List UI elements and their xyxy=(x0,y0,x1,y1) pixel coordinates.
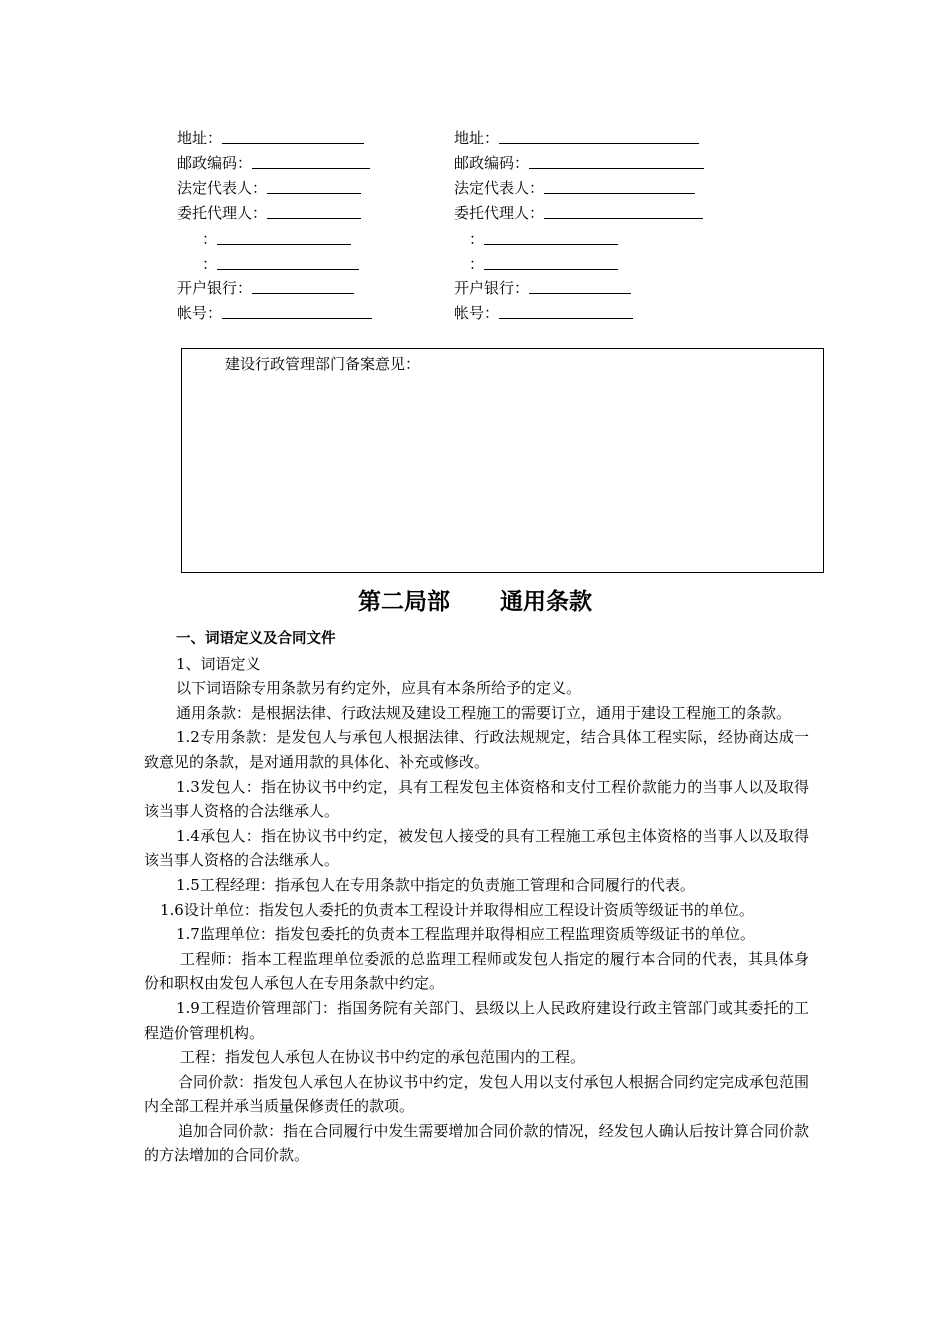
left-fax-line xyxy=(217,255,359,270)
paragraph-contract-price: 合同价款：指发包人承包人在协议书中约定，发包人用以支付承包人根据合同约定完成承包范围内全部工程并承当质量保修责任的款项。 xyxy=(144,1072,809,1116)
paragraph-engineer: 工程师：指本工程监理单位委派的总监理工程师或发包人指定的履行本合同的代表，其具体身份和职权由发包人承包人在专用条款中约定。 xyxy=(144,949,809,993)
paragraph-special-terms: 1.2专用条款：是发包人与承包人根据法律、行政法规规定，结合具体工程实际，经协商达成一致意见的条款，是对通用款的具体化、补充或修改。 xyxy=(144,728,809,771)
section-title-name: 通用条款 xyxy=(500,589,593,615)
paragraph-employer: 1.3发包人：指在协议书中约定，具有工程发包主体资格和支付工程价款能力的当事人以及取得该当事人资格的合法继承人。 xyxy=(144,777,809,821)
right-account-line xyxy=(499,304,633,319)
left-postcode-line xyxy=(252,154,370,169)
left-agent-field xyxy=(177,203,361,223)
section-title-part: 第二局部 xyxy=(357,589,450,615)
paragraph-contractor: 1.4承包人：指在协议书中约定，被发包人接受的具有工程施工承包主体资格的当事人以及取得该当事人资格的合法继承人。 xyxy=(144,826,809,870)
right-address-field xyxy=(454,128,699,148)
left-agent-label: 委托代理人： xyxy=(177,204,268,222)
paragraph-additional-price: 追加合同价款：指在合同履行中发生需要增加合同价款的情况，经发包人确认后按计算合同价款的方法增加的合同价款。 xyxy=(144,1121,809,1165)
paragraph-cost-management: 1.9工程造价管理部门：指国务院有关部门、县级以上人民政府建设行政主管部门或其委托的工程造价管理机构。 xyxy=(144,998,809,1042)
left-legal-rep-label: 法定代表人： xyxy=(177,179,268,197)
left-bank-line xyxy=(252,279,354,294)
right-postcode-label: 邮政编码： xyxy=(454,154,530,172)
right-legal-rep-label: 法定代表人： xyxy=(454,179,545,197)
left-phone-label: ： xyxy=(202,230,218,248)
left-legal-rep-line xyxy=(267,179,361,194)
paragraph-intro: 以下词语除专用条款另有约定外，应具有本条所给予的定义。 xyxy=(176,679,582,698)
left-fax-field xyxy=(202,254,359,274)
left-account-line xyxy=(222,304,372,319)
right-account-field xyxy=(454,303,633,323)
right-fax-line xyxy=(484,255,618,270)
right-bank-field xyxy=(454,278,631,298)
right-postcode-line xyxy=(529,154,704,169)
left-address-line xyxy=(222,129,364,144)
heading-definitions-documents: 一、词语定义及合同文件 xyxy=(176,631,336,647)
left-address-label: 地址： xyxy=(177,129,223,147)
right-address-label: 地址： xyxy=(454,129,500,147)
right-fax-label: ： xyxy=(469,255,485,273)
right-phone-line xyxy=(484,230,618,245)
filing-opinion-box xyxy=(181,348,824,573)
paragraph-design-unit: 1.6设计单位：指发包人委托的负责本工程设计并取得相应工程设计资质等级证书的单位。 xyxy=(160,900,754,919)
heading-definitions: 1、词语定义 xyxy=(176,654,261,673)
right-phone-label: ： xyxy=(469,230,485,248)
left-postcode-field xyxy=(177,153,370,173)
left-fax-label: ： xyxy=(202,255,218,273)
right-fax-field xyxy=(469,254,618,274)
right-bank-line xyxy=(529,279,631,294)
right-agent-line xyxy=(544,204,703,219)
left-postcode-label: 邮政编码： xyxy=(177,154,253,172)
filing-opinion-label: 建设行政管理部门备案意见： xyxy=(225,355,421,373)
left-account-field xyxy=(177,303,372,323)
right-postcode-field xyxy=(454,153,704,173)
right-agent-field xyxy=(454,203,703,223)
left-legal-rep-field xyxy=(177,178,361,198)
right-legal-rep-field xyxy=(454,178,695,198)
right-agent-label: 委托代理人： xyxy=(454,204,545,222)
paragraph-works: 工程：指发包人承包人在协议书中约定的承包范围内的工程。 xyxy=(180,1048,586,1067)
paragraph-general-terms: 通用条款：是根据法律、行政法规及建设工程施工的需要订立，通用于建设工程施工的条款。 xyxy=(176,703,792,722)
right-address-line xyxy=(499,129,699,144)
right-legal-rep-line xyxy=(544,179,695,194)
left-bank-field xyxy=(177,278,354,298)
left-account-label: 帐号： xyxy=(177,304,223,322)
section-title xyxy=(0,585,950,619)
left-address-field xyxy=(177,128,364,148)
right-bank-label: 开户银行： xyxy=(454,279,530,297)
right-account-label: 帐号： xyxy=(454,304,500,322)
right-phone-field xyxy=(469,229,618,249)
left-phone-field xyxy=(202,229,351,249)
left-agent-line xyxy=(267,204,361,219)
left-bank-label: 开户银行： xyxy=(177,279,253,297)
general-terms-body xyxy=(144,627,809,1168)
paragraph-project-manager: 1.5工程经理：指承包人在专用条款中指定的负责施工管理和合同履行的代表。 xyxy=(176,875,695,894)
paragraph-supervision-unit: 1.7监理单位：指发包委托的负责本工程监理并取得相应工程监理资质等级证书的单位。 xyxy=(176,925,755,944)
left-phone-line xyxy=(217,230,351,245)
